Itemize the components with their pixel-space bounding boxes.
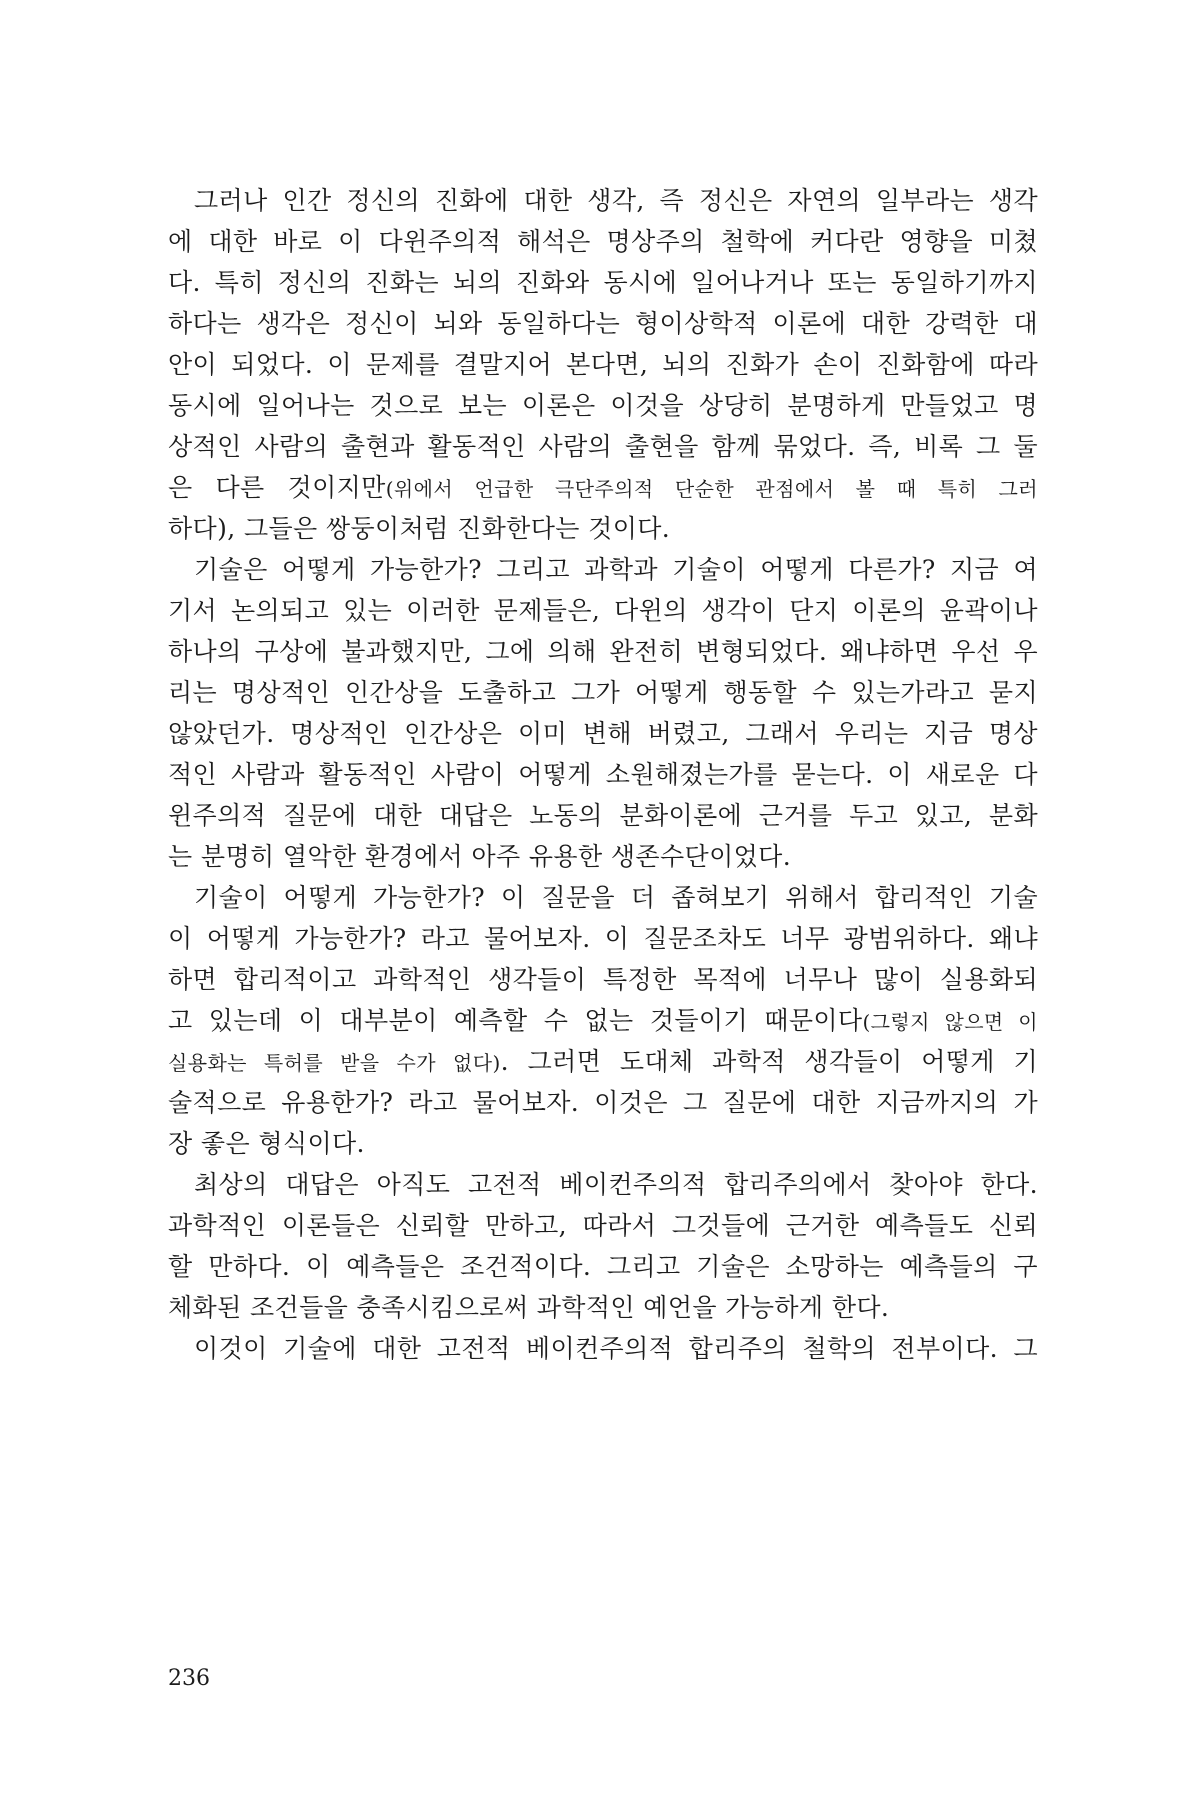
text-line: 적인 사람과 활동적인 사람이 어떻게 소원해졌는가를 묻는다. 이 새로운 다 xyxy=(168,760,1038,789)
text-line: 윈주의적 질문에 대한 대답은 노동의 분화이론에 근거를 두고 있고, 분화 xyxy=(168,801,1038,830)
text-line: 그러나 인간 정신의 진화에 대한 생각, 즉 정신은 자연의 일부라는 생각 xyxy=(194,186,1038,215)
text-line xyxy=(168,1041,1038,1082)
text-line: 할 만하다. 이 예측들은 조건적이다. 그리고 기술은 소망하는 예측들의 구 xyxy=(168,1252,1038,1281)
page-number: 236 xyxy=(168,1666,210,1691)
text-line: 최상의 대답은 아직도 고전적 베이컨주의적 합리주의에서 찾아야 한다. xyxy=(194,1170,1038,1199)
text-line: 기서 논의되고 있는 이러한 문제들은, 다윈의 생각이 단지 이론의 윤곽이나 xyxy=(168,596,1038,625)
parenthetical-note: (그렇지 않으면 이 xyxy=(862,1010,1038,1034)
text-line: 안이 되었다. 이 문제를 결말지어 본다면, 뇌의 진화가 손이 진화함에 따라 xyxy=(168,350,1038,379)
text-line: 하다), 그들은 쌍둥이처럼 진화한다는 것이다. xyxy=(168,514,671,543)
text-line: 이 어떻게 가능한가? 라고 물어보자. 이 질문조차도 너무 광범위하다. 왜냐 xyxy=(168,924,1038,953)
text-line: 장 좋은 형식이다. xyxy=(168,1129,365,1158)
text-segment: . 그러면 도대체 과학적 생각들이 어떻게 기 xyxy=(500,1047,1039,1076)
text-line: 상적인 사람의 출현과 활동적인 사람의 출현을 함께 묶었다. 즉, 비록 그 둘 xyxy=(168,432,1038,461)
parenthetical-note: (위에서 언급한 극단주의적 단순한 관점에서 볼 때 특히 그러 xyxy=(385,477,1039,501)
text-segment: 은 다른 것이지만 xyxy=(168,473,386,502)
parenthetical-note: 실용화는 특허를 받을 수가 없다) xyxy=(168,1051,501,1075)
text-line: 동시에 일어나는 것으로 보는 이론은 이것을 상당히 분명하게 만들었고 명 xyxy=(168,391,1038,420)
text-line: 리는 명상적인 인간상을 도출하고 그가 어떻게 행동할 수 있는가라고 묻지 xyxy=(168,678,1038,707)
text-line: 기술은 어떻게 가능한가? 그리고 과학과 기술이 어떻게 다른가? 지금 여 xyxy=(194,555,1038,584)
text-line xyxy=(168,1000,1038,1041)
text-line: 않았던가. 명상적인 인간상은 이미 변해 버렸고, 그래서 우리는 지금 명상 xyxy=(168,719,1038,748)
text-line: 이것이 기술에 대한 고전적 베이컨주의적 합리주의 철학의 전부이다. 그 xyxy=(194,1334,1038,1363)
text-line: 에 대한 바로 이 다윈주의적 해석은 명상주의 철학에 커다란 영향을 미쳤 xyxy=(168,227,1038,256)
text-line: 는 분명히 열악한 환경에서 아주 유용한 생존수단이었다. xyxy=(168,842,792,871)
text-line xyxy=(168,467,1038,508)
text-line: 하다는 생각은 정신이 뇌와 동일하다는 형이상학적 이론에 대한 강력한 대 xyxy=(168,309,1038,338)
body-text xyxy=(168,180,1038,1369)
text-line: 과학적인 이론들은 신뢰할 만하고, 따라서 그것들에 근거한 예측들도 신뢰 xyxy=(168,1211,1038,1240)
text-line: 기술이 어떻게 가능한가? 이 질문을 더 좁혀보기 위해서 합리적인 기술 xyxy=(194,883,1038,912)
text-line: 술적으로 유용한가? 라고 물어보자. 이것은 그 질문에 대한 지금까지의 가 xyxy=(168,1088,1038,1117)
text-line: 체화된 조건들을 충족시킴으로써 과학적인 예언을 가능하게 한다. xyxy=(168,1293,890,1322)
text-line: 하나의 구상에 불과했지만, 그에 의해 완전히 변형되었다. 왜냐하면 우선 우 xyxy=(168,637,1038,666)
text-segment: 고 있는데 이 대부분이 예측할 수 없는 것들이기 때문이다 xyxy=(168,1006,863,1035)
text-line: 하면 합리적이고 과학적인 생각들이 특정한 목적에 너무나 많이 실용화되 xyxy=(168,965,1038,994)
text-line: 다. 특히 정신의 진화는 뇌의 진화와 동시에 일어나거나 또는 동일하기까지 xyxy=(168,268,1038,297)
